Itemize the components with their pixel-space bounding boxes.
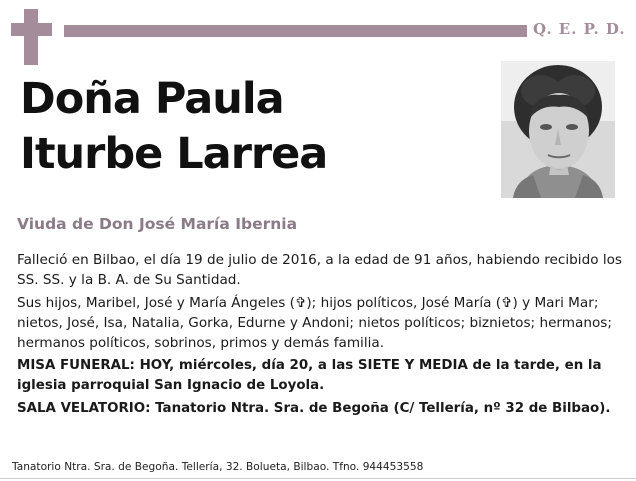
header-rule [64,25,527,37]
portrait-photo [501,61,615,198]
widow-of-line: Viuda de Don José María Ibernia [17,215,298,233]
funeral-paragraph: MISA FUNERAL: HOY, miércoles, día 20, a las SIETE Y MEDIA de la tarde, en la iglesia parroquial San Ignacio de Loyola. [17,358,602,393]
cross-icon-bar [11,23,52,36]
footer-address: Tanatorio Ntra. Sra. de Begoña. Tellería, 32. Bolueta, Bilbao. Tfno. 944453558 [12,461,424,473]
death-paragraph: Falleció en Bilbao, el día 19 de julio de 2016, a la edad de 91 años, habiendo recibido los SS. SS. y la B. A. de Su Santidad. [17,252,623,288]
cross-icon [24,9,38,65]
notice-body [17,250,622,422]
bottom-border [0,478,636,479]
qepd-label: Q. E. P. D. [533,20,626,38]
name-line-2: Iturbe Larrea [20,129,328,179]
deceased-name [20,72,327,182]
wake-paragraph: SALA VELATORIO: Tanatorio Ntra. Sra. de Begoña (C/ Tellería, nº 32 de Bilbao). [17,401,611,416]
name-line-1: Doña Paula [20,74,284,124]
family-paragraph: Sus hijos, Maribel, José y María Ángeles (✞); hijos políticos, José María (✞) y Mari Mar; nietos, José, Isa, Natalia, Gorka, Edurne y Andoni; nietos políticos; biznietos; hermanos; hermanos políticos, sobrinos, primos y demás familia. [17,295,612,351]
